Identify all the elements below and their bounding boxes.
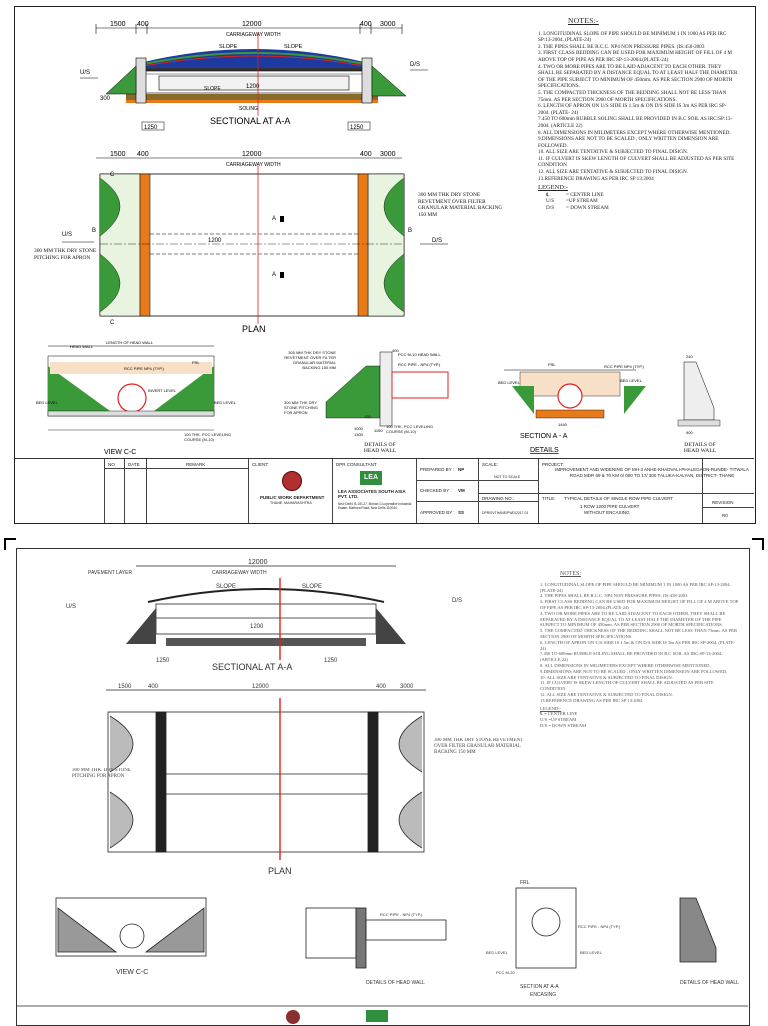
head-wall-label: HEAD WALL — [70, 344, 93, 349]
s2-view-cc: VIEW C-C — [116, 969, 149, 976]
cc-pcc-note: 100 THK. PCC LEVELING COURSE (M-10) — [184, 432, 232, 442]
note-item: 12. ALL SIZE ARE TENTATIVE & SUBJECTED TO FINAL DISIGN. — [538, 169, 689, 176]
s2-hw2: DETAILS OF HEAD WALL — [680, 980, 739, 986]
hw1-dim-1000: 1000 — [354, 426, 363, 431]
tb-prepared-val: NP — [458, 467, 465, 472]
section-aa-details: DETAILS — [530, 447, 559, 454]
note-item: 11. IF CULVERT IS SKEW LENGTH OF CULVERT SHALL BE ADJUSTED AS PER SITE CONDITION — [538, 155, 735, 169]
tb-project-val: IMPROVEMENT AND WIDENING OF MH-3 ANHE-KHADVALI-PHALEGAON-RUNDE- TITWALA ROAD MDR 69 & 70 KM 0/ 000 TO 17/ 300 TALUKA-KALYAN, DISTRICT- THANE — [555, 467, 749, 478]
s2-legend-row: ℄ = CENTER LINE — [540, 711, 578, 717]
tb-scale-val: NOT TO SCALE — [494, 475, 521, 479]
saa-dim-1440: 1440 — [558, 422, 567, 427]
plan-title: PLAN — [242, 324, 266, 334]
note-item: 10. ALL SIZE ARE TENTATIVE & SUBJECTED TO FINAL DISIGN. — [538, 149, 689, 156]
s2-note-item: 9.DIMENSIONS ARE NOT TO BE SCALED , ONLY WRITTEN DIMENSION ARE FOLLOWED. — [540, 668, 728, 674]
marker-b-right: B — [408, 228, 413, 234]
dim-1250-right: 1250 — [350, 125, 364, 131]
tb-title-sub1: 1 ROW 1200 PIPE CULVERT — [580, 504, 640, 509]
cc-frl: FRL — [192, 360, 200, 365]
right-headwall-plan — [358, 174, 368, 316]
tb-revision-val: R0 — [722, 513, 728, 518]
plan-view — [62, 151, 448, 334]
crop-mark-tr — [752, 538, 764, 550]
marker-c-bottom: C — [110, 320, 115, 326]
saa-frl: FRL — [548, 362, 556, 367]
s2-plan-dim-12000: 12000 — [252, 684, 269, 690]
note-item: 6. LENGTH OF APRON ON U/S SIDE IS 1.5m & ON D/S SIDE IS 3m AS PER IRC SP-2004. (PLATE- 24) — [538, 103, 727, 116]
s2-notes-title: NOTES: — [560, 571, 581, 577]
left-headwall-plan — [140, 174, 150, 316]
revetment-note: 300 MM THK DRY STONE REVETMENT OVER FILTER GRANULAR MATERIAL BACKING 150 MM — [418, 192, 503, 218]
hw1-dim-120: 120 — [364, 414, 371, 419]
tb-client-sub: THANE, MAHARASHTRA — [270, 501, 312, 505]
s2-note-item: 6. LENGTH OF APRON ON U/S SIDE IS 1.5m & ON D/S SIDE IS 3m AS PER IRC SP-2004. (PLATE- 24) — [540, 639, 736, 651]
s2-note-item: 7.450 TO 600mm RUBBLE SOLING SHALL BE PROVIDED IN B.C SOIL AS IRC:SP:13-2004. (ARTICLE 22) — [540, 651, 723, 663]
hw-apron-note: 300 MM THK DRY STONE PITCHING FOR APRON — [284, 400, 318, 415]
dim-1250-left: 1250 — [144, 125, 158, 131]
hw1-pcc-note: 100 THK. PCC LEVELING COURSE (M-10) — [386, 424, 434, 434]
cc-pipe-circle — [118, 384, 146, 412]
section-aa — [498, 362, 646, 454]
title-block — [14, 458, 754, 523]
tb-drawing-no-label: DRAWING NO.: — [482, 496, 515, 501]
s2-dim-1250-left: 1250 — [156, 658, 170, 664]
s2-ds: D/S — [452, 598, 463, 604]
us-label-plan: U/S — [62, 232, 73, 238]
plan-dim-1200: 1200 — [208, 238, 222, 244]
s2-plan-title: PLAN — [268, 866, 292, 876]
s2-legend-title: LEGEND:- — [540, 705, 562, 711]
s2-note-item: 1. LONGITUDINAL SLOPE OF PIPE SHOULD BE MINIMUM 1 IN 1000 AS PER IRC SP:13-2004. (PLATE-24) — [540, 581, 731, 593]
s2-carriageway: CARRIAGEWAY WIDTH — [212, 570, 267, 576]
s2-legend-row: D/S = DOWN STREAM — [540, 722, 587, 728]
left-slope-pitching — [106, 66, 136, 94]
tb-title-val: TYPICAL DETAILS OF SINGLE ROW PIPE CULVERT — [564, 496, 674, 501]
legend-row: D/S = DOWN STREAM — [546, 205, 609, 212]
tb-title-label: TITLE: — [542, 496, 556, 501]
s2-pavement: PAVEMENT LAYER — [88, 570, 133, 576]
hw-revetment-note: 300 MM THK DRY STONE REVETMENT OVER FILTER GRANULAR MATERIAL BACKING 150 MM — [284, 350, 336, 370]
right-slope-pitching — [372, 66, 406, 96]
note-item: 9.DIMENSIONS ARE NOT TO BE SCALED , ONLY WRITTEN DIMENSION ARE FOLLOWED. — [538, 136, 719, 149]
tb-date: DATE — [128, 462, 140, 467]
tb-revision-label: REVISION — [712, 500, 734, 505]
soling-label: SOLING — [239, 106, 258, 112]
s2-note-item: 8. ALL DIMENSIONS IN MILIMETERS EXCEPT WHERE OTHERWISE MENTIONED. — [540, 662, 711, 668]
note-item: 13.REFERENCE DRAWING AS PER IRC SP 13:2004 — [538, 175, 654, 182]
hw1-dim-400: 400 — [392, 348, 399, 353]
s2-plan-dim-1500: 1500 — [118, 684, 132, 690]
saa-bed-right: BED LEVEL — [620, 378, 642, 383]
head-wall-detail-2 — [678, 354, 722, 458]
lea-logo-icon: LEA — [360, 471, 382, 485]
s2-rcc-2: RCC PIPE - NP4 (TYP.) — [578, 924, 621, 929]
tb-checked-by: CHECKED BY : — [420, 488, 452, 493]
marker-a-bottom: A — [272, 272, 277, 278]
s2-slope-left: SLOPE — [216, 584, 237, 590]
tb-title-sub2: WITHOUT ENCASING — [584, 510, 630, 515]
hw2-dim-900: 900 — [686, 430, 693, 435]
tb-scale-label: SCALE: — [482, 462, 499, 467]
saa-rcc: RCC PIPE NP4 (TYP.) — [604, 364, 644, 369]
s2-note-item: 4. TWO OR MORE PIPES ARE TO BE LAID ADJACENT TO EACH OTHER. THEY SHALL BE SEPARATED BY A DISTANCE EQUAL TO AT LEAST HALF THE DIAMETER OF THE PIPE SUBJECT TO MINIMUM OF 450mm. AS PER SECTION 2900 OF MORTH SPECIFICATIONS. — [540, 610, 726, 628]
soling-layer — [126, 94, 378, 100]
s2-us: U/S — [66, 604, 77, 610]
tb-consultant-label: DPR CONSULTANT — [336, 462, 377, 467]
note-item: 4. TWO OR MORE PIPES ARE TO BE LAID ADJACENT TO EACH OTHER. THEY SHALL BE SEPARATED BY A DISTANCE EQUAL TO AT LEAST HALF THE DIAMETER OF THE PIPE SUBJECT TO MINIMUM OF 450mm. AS PER SECTION 2900 OF MORTH SPECIFICATIONS. — [538, 63, 738, 90]
tb-remark: REMARK — [186, 462, 206, 467]
plan-dim-12000: 12000 — [242, 151, 262, 158]
marker-a-top: A — [272, 216, 277, 222]
s2-note-item: 5. THE COMPACTED THICKNESS OF THE BEDDING SHALL NOT BE LESS THAN 75mm. AS PER SECTION 2900 OF MORTH SPECIFICATIONS. — [540, 628, 738, 639]
tb-approved-val: SS — [458, 510, 465, 515]
hw2-dim-240: 240 — [686, 354, 693, 359]
carriageway-label: CARRIAGEWAY WIDTH — [226, 32, 281, 38]
hw1-wall — [380, 352, 392, 426]
s2-section-aa: SECTION AT A-A — [520, 984, 559, 990]
cc-bed-level-right: BED LEVEL — [214, 400, 236, 405]
dim-1500: 1500 — [110, 21, 126, 28]
s2-plan-dim-400-left: 400 — [148, 684, 159, 690]
s2-apron-note: 300 MM THK. DRY STONE PITCHING FOR APRON — [72, 768, 131, 779]
s2-note-item: 2. THE PIPES SHALL BE R.C.C. NP4 NON PRESSURE PIPES. (IS:458-2003 — [540, 593, 688, 599]
view-cc-title: VIEW C-C — [104, 449, 137, 456]
plan-dim-400-left: 400 — [137, 151, 149, 158]
s2-note-item: 10. ALL SIZE ARE TENTATIVE & SUBJECTED TO FINAL DISIGN. — [540, 674, 673, 680]
tb-checked-val: VM — [458, 488, 465, 493]
hw2-wall — [684, 362, 714, 420]
s2-revetment-note: 300 MM THK DRY STONE REVETMENT OVER FILTER GRANULAR MATERIAL BACKING 150 MM — [434, 738, 524, 755]
s2-legend-row: U/S =UP STREAM — [540, 717, 577, 723]
s2-hw1: DETAILS OF HEAD WALL — [366, 980, 425, 986]
marker-b-left: B — [92, 228, 97, 234]
crop-mark-tl — [4, 538, 16, 550]
tb-consultant-name: LEA ASSOCIATES SOUTH ASIA PVT. LTD. — [338, 489, 406, 499]
length-head-wall: LENGTH OF HEAD WALL — [106, 340, 153, 345]
s2-rcc: RCC PIPE - NP4 (TYP.) — [380, 912, 423, 917]
tb-consultant-addr: New Delhi, B-1/E-27, Mohan Co-operative Industrial Estate, Mathura Road, New Delhi-110044 — [338, 502, 412, 510]
tb-prepared-by: PREPARED BY : — [420, 467, 455, 472]
s2-sectional-title: SECTIONAL AT A-A — [212, 662, 293, 672]
us-label-sec: U/S — [80, 70, 91, 76]
s2-encasing: ENCASING — [530, 992, 557, 998]
hw1-pipe — [392, 372, 448, 398]
note-item: 1. LONGITUDINAL SLOPE OF PIPE SHOULD BE MINIMUM 1 IN 1000 AS PER IRC SP:13-2004. (PLATE-24) — [538, 30, 727, 44]
notes-title: NOTES:- — [568, 16, 599, 25]
tb-client-name: PUBLIC WORK DEPARTMENT — [260, 495, 325, 500]
saa-bed-left: BED LEVEL — [498, 380, 520, 385]
hw1-dim-1150: 1150 — [374, 428, 383, 433]
s2-pcc: PCC M-20 — [496, 970, 515, 975]
s2-plan-dim-400-right: 400 — [376, 684, 387, 690]
s2-dim-1250-right: 1250 — [324, 658, 338, 664]
s2-bed-right: BED LEVEL — [580, 950, 602, 955]
notes-panel — [538, 18, 738, 212]
hw2-title: DETAILS OF HEAD WALL — [683, 442, 717, 455]
tb-drawing-no-val: DPR/SVTHANE/PWD/2017-01 — [482, 511, 529, 515]
section-aa-title: SECTION A - A — [520, 433, 568, 440]
hw1-title: DETAILS OF HEAD WALL — [363, 442, 397, 455]
dim-400-right: 400 — [360, 21, 372, 28]
notes-panel-sheet2 — [540, 572, 740, 729]
plan-dim-1500: 1500 — [110, 151, 126, 158]
apron-note: 300 MM THK DRY STONE PITCHING FOR APRON — [34, 248, 97, 261]
ds-label-plan: D/S — [432, 238, 443, 244]
cc-invert-level: INVERT LEVEL — [148, 388, 177, 393]
s2-plan-dim-3000: 3000 — [400, 684, 414, 690]
s2-dim-12000: 12000 — [248, 559, 268, 566]
sectional-title: SECTIONAL AT A-A — [210, 116, 291, 126]
sectional-aa-view — [80, 21, 428, 131]
tb-project-label: PROJECT: — [542, 462, 564, 467]
dim-12000: 12000 — [242, 21, 262, 28]
note-item: 3. FIRST CLASS BEDDING CAN BE USED FOR MAXIMUM HEIGHT OF FILL OF 4 M ABOVE TOP OF PIPE AS PER IRC SP-13-2004.(PLATE-24) — [538, 50, 733, 63]
dim-400-left: 400 — [137, 21, 149, 28]
note-item: 5. THE COMPACTED THICKNESS OF THE BEDDING SHALL NOT BE LESS THAN 75mm. AS PER SECTION 2900 OF MORTH SPECIFICATIONS. — [538, 89, 727, 103]
legend-row: U/S =UP STREAM — [546, 198, 598, 205]
s2-dim-1200: 1200 — [250, 624, 264, 630]
saa-pipe — [558, 384, 582, 408]
s2-bed-left: BED LEVEL — [486, 950, 508, 955]
dim-1200-sec: 1200 — [246, 84, 260, 90]
head-wall-detail-1 — [276, 348, 448, 458]
plan-dim-400-right: 400 — [360, 151, 372, 158]
s2-slope-right: SLOPE — [302, 584, 323, 590]
dim-300: 300 — [100, 96, 111, 102]
cc-rcc-pipe: RCC PIPE NP4 (TYP.) — [124, 366, 164, 371]
hw1-dim-1300: 1300 — [354, 432, 363, 437]
note-item: 7.450 TO 600mm RUBBLE SOLING SHALL BE PROVIDED IN B.C SOIL AS IRC:SP:13-2004. (ARTICLE 22) — [538, 116, 733, 129]
view-cc — [36, 340, 246, 456]
slope-left: SLOPE — [219, 44, 238, 50]
s2-note-item: 13.REFERENCE DRAWING AS PER IRC SP 13:2004 — [540, 697, 643, 703]
legend-row: ℄ = CENTER LINE — [546, 191, 604, 198]
pwd-seal-icon — [282, 471, 302, 491]
hw1-rcc: RCC PIPE - NP4 (TYP.) — [398, 362, 441, 367]
cc-bed-level-left: BED LEVEL — [36, 400, 58, 405]
dim-3000: 3000 — [380, 21, 396, 28]
tb-approved-by: APPROVED BY : — [420, 510, 455, 515]
s2-frl: FRL — [520, 880, 530, 886]
slope-right: SLOPE — [284, 44, 303, 50]
s2-note-item: 3. FIRST CLASS BEDDING CAN BE USED FOR MAXIMUM HEIGHT OF FILL OF 4 M ABOVE TOP OF PIPE AS PER IRC SP-13-2004.(PLATE-24) — [540, 599, 739, 610]
marker-c-top: C — [110, 172, 115, 178]
ds-label-sec: D/S — [410, 62, 421, 68]
note-item: 8. ALL DIMENSIONS IN MILIMETERS EXCEPT WHERE OTHERWISE MENTIONED. — [538, 129, 731, 136]
tb-no: NO — [108, 462, 115, 467]
note-item: 2. THE PIPES SHALL BE R.C.C. NP4 NON PRESSURE PIPES. (IS:458-2003 — [538, 43, 705, 50]
s2-note-item: 12. ALL SIZE ARE TENTATIVE & SUBJECTED TO FINAL DISIGN. — [540, 691, 673, 697]
hw1-pcc: PCC M-10 HEAD WALL — [398, 352, 441, 357]
legend-title: LEGEND:- — [538, 184, 568, 192]
tb-client-label: CLIENT: — [252, 462, 269, 467]
plan-dim-3000: 3000 — [380, 151, 396, 158]
plan-carriageway: CARRIAGEWAY WIDTH — [226, 162, 281, 168]
s2-note-item: 11. IF CULVERT IS SKEW LENGTH OF CULVERT SHALL BE ADJUSTED AS PER SITE CONDITION — [540, 680, 714, 692]
slope-pipe: SLOPE — [204, 86, 221, 92]
